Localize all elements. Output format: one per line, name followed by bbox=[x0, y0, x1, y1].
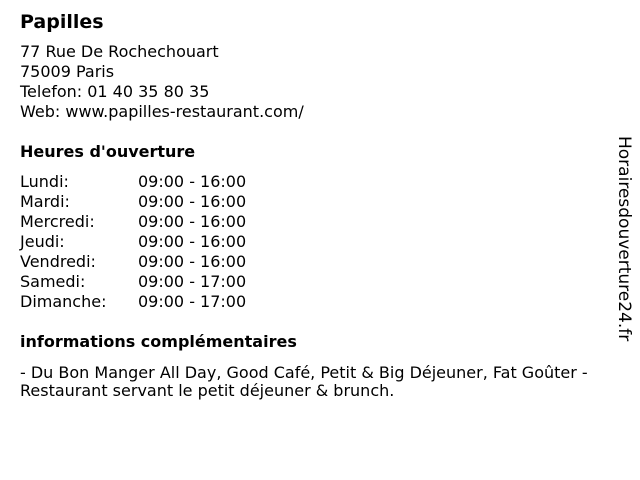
additional-info-heading: informations complémentaires bbox=[20, 332, 297, 351]
phone-number: Telefon: 01 40 35 80 35 bbox=[20, 82, 210, 101]
hours-row-friday bbox=[20, 252, 620, 272]
day-hours: 09:00 - 16:00 bbox=[138, 172, 247, 191]
website: Web: www.papilles-restaurant.com/ bbox=[20, 102, 304, 121]
opening-hours-table bbox=[20, 172, 620, 312]
additional-info-text bbox=[20, 364, 620, 400]
day-hours: 09:00 - 16:00 bbox=[138, 232, 247, 251]
hours-row-sunday bbox=[20, 292, 620, 312]
day-label: Dimanche: bbox=[20, 292, 107, 311]
day-hours: 09:00 - 17:00 bbox=[138, 292, 247, 311]
address-city: 75009 Paris bbox=[20, 62, 115, 81]
business-name: Papilles bbox=[20, 11, 104, 33]
day-label: Jeudi: bbox=[20, 232, 65, 251]
business-card bbox=[20, 10, 620, 400]
day-label: Samedi: bbox=[20, 272, 86, 291]
day-label: Lundi: bbox=[20, 172, 69, 191]
day-hours: 09:00 - 16:00 bbox=[138, 192, 247, 211]
day-hours: 09:00 - 16:00 bbox=[138, 252, 247, 271]
day-hours: 09:00 - 16:00 bbox=[138, 212, 247, 231]
hours-row-thursday bbox=[20, 232, 620, 252]
hours-row-saturday bbox=[20, 272, 620, 292]
hours-row-monday bbox=[20, 172, 620, 192]
hours-row-wednesday bbox=[20, 212, 620, 232]
info-description: Restaurant servant le petit déjeuner & brunch. bbox=[20, 381, 395, 400]
hours-row-tuesday bbox=[20, 192, 620, 212]
opening-hours-heading: Heures d'ouverture bbox=[20, 142, 196, 161]
day-label: Mercredi: bbox=[20, 212, 95, 231]
site-watermark: Horairesdouverture24.fr bbox=[614, 136, 634, 342]
day-label: Vendredi: bbox=[20, 252, 96, 271]
address-street: 77 Rue De Rochechouart bbox=[20, 42, 219, 61]
day-label: Mardi: bbox=[20, 192, 70, 211]
day-hours: 09:00 - 17:00 bbox=[138, 272, 247, 291]
info-tagline: - Du Bon Manger All Day, Good Café, Petit & Big Déjeuner, Fat Goûter - bbox=[20, 363, 588, 382]
